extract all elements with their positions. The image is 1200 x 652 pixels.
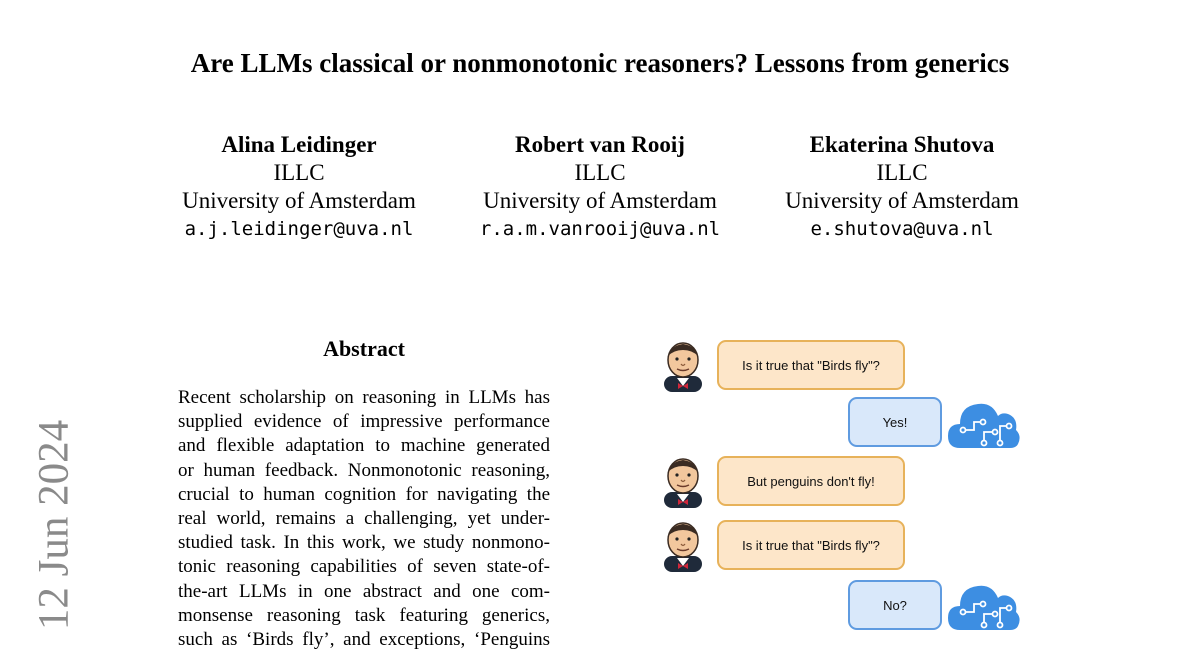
abstract-line: crucial to human cognition for navigating the bbox=[178, 483, 550, 505]
abstract-line: such as ‘Birds fly’, and exceptions, ‘Penguins bbox=[178, 629, 550, 651]
author-name: Robert van Rooij bbox=[515, 132, 685, 157]
abstract-line: monsense reasoning task featuring generics, bbox=[178, 604, 550, 626]
human-avatar-icon bbox=[656, 518, 710, 572]
abstract-line: studied task. In this work, we study nonmono- bbox=[178, 532, 550, 554]
abstract-line: and flexible adaptation to machine generated bbox=[178, 435, 550, 457]
author-block bbox=[149, 131, 449, 243]
author-name: Ekaterina Shutova bbox=[809, 132, 995, 157]
abstract-line: tonic reasoning capabilities of seven state-of- bbox=[178, 556, 550, 578]
author-affiliation: ILLC bbox=[574, 160, 626, 185]
abstract-line: supplied evidence of impressive performance bbox=[178, 411, 550, 433]
ai-message-bubble: No? bbox=[848, 580, 942, 630]
figure-dialogue bbox=[650, 330, 1050, 640]
abstract-line: or human feedback. Nonmonotonic reasoning, bbox=[178, 459, 550, 481]
author-university: University of Amsterdam bbox=[483, 188, 717, 213]
human-message-bubble: Is it true that "Birds fly"? bbox=[717, 520, 905, 570]
abstract-line: Recent scholarship on reasoning in LLMs has bbox=[178, 387, 550, 408]
human-avatar-icon bbox=[656, 454, 710, 508]
author-block bbox=[752, 131, 1052, 243]
author-name: Alina Leidinger bbox=[221, 132, 377, 157]
author-email[interactable]: e.shutova@uva.nl bbox=[810, 218, 994, 240]
abstract-text bbox=[178, 386, 550, 652]
ai-cloud-icon bbox=[946, 394, 1022, 450]
author-affiliation: ILLC bbox=[876, 160, 928, 185]
ai-cloud-icon bbox=[946, 576, 1022, 632]
abstract-heading: Abstract bbox=[323, 336, 405, 361]
abstract-line: the-art LLMs in one abstract and one com- bbox=[178, 580, 550, 602]
abstract-line: real world, remains a challenging, yet under- bbox=[178, 508, 550, 530]
author-block bbox=[450, 131, 750, 243]
human-message-bubble: But penguins don't fly! bbox=[717, 456, 905, 506]
author-university: University of Amsterdam bbox=[182, 188, 416, 213]
author-email[interactable]: r.a.m.vanrooij@uva.nl bbox=[479, 218, 721, 240]
human-avatar-icon bbox=[656, 338, 710, 392]
author-email[interactable]: a.j.leidinger@uva.nl bbox=[184, 218, 414, 240]
author-university: University of Amsterdam bbox=[785, 188, 1019, 213]
arxiv-date-stamp: 12 Jun 2024 bbox=[30, 419, 78, 631]
ai-message-bubble: Yes! bbox=[848, 397, 942, 447]
author-affiliation: ILLC bbox=[273, 160, 325, 185]
paper-title: Are LLMs classical or nonmonotonic reasoners? Lessons from generics bbox=[190, 48, 1010, 78]
human-message-bubble: Is it true that "Birds fly"? bbox=[717, 340, 905, 390]
